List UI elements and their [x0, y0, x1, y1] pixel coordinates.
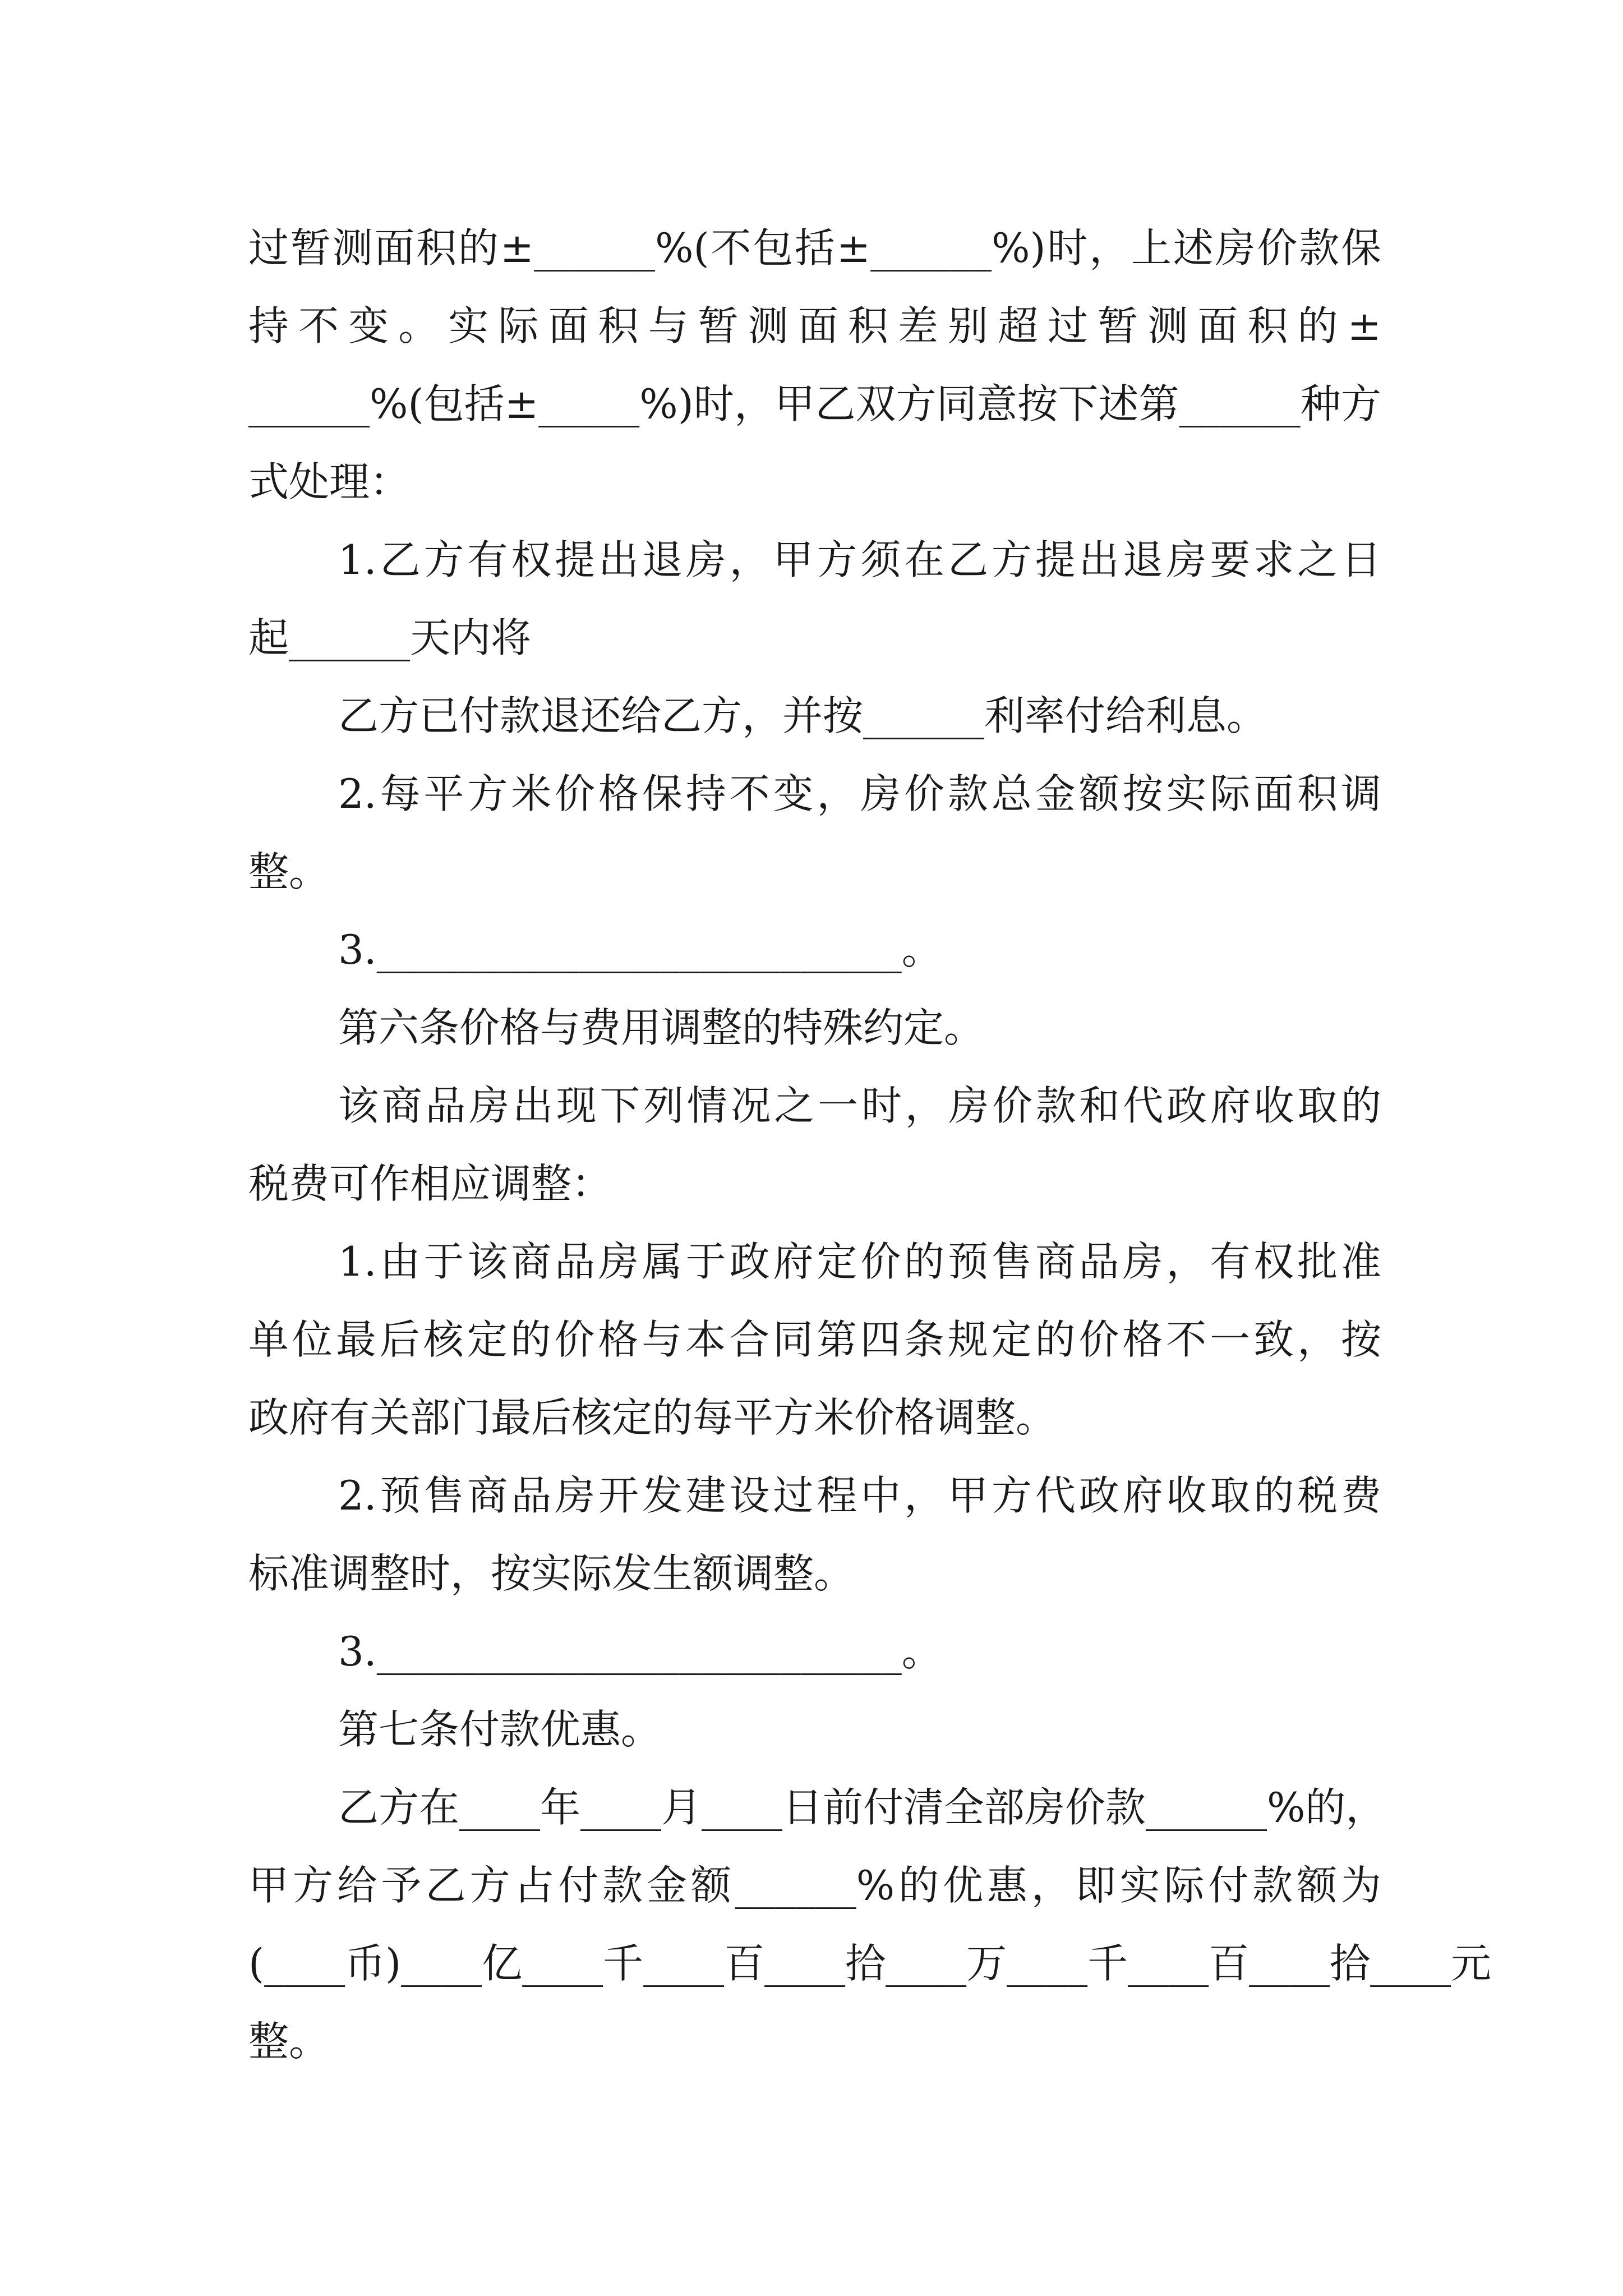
text-line: (____币)____亿____千____百____拾____万____千____百____拾____元: [248, 1940, 1492, 1987]
text-line: 2.每平方米价格保持不变，房价款总金额按实际面积调: [338, 770, 1381, 817]
text-line: 单位最后核定的价格与本合同第四条规定的价格不一致，按: [248, 1316, 1381, 1363]
text-line: 持不变。实际面积与暂测面积差别超过暂测面积的±: [248, 302, 1381, 349]
text-line: 1.由于该商品房属于政府定价的预售商品房，有权批准: [338, 1238, 1381, 1285]
text-line: 乙方在____年____月____日前付清全部房价款______%的，: [338, 1784, 1386, 1831]
text-line: 该商品房出现下列情况之一时，房价款和代政府收取的: [338, 1082, 1381, 1129]
text-line: 3.__________________________。: [338, 1628, 942, 1675]
text-line: 式处理：: [248, 458, 411, 505]
text-line: 乙方已付款退还给乙方，并按______利率付给利息。: [338, 692, 1267, 739]
text-line: ______%(包括±_____%)时，甲乙双方同意按下述第______种方: [248, 380, 1381, 427]
document-page: [248, 209, 1492, 2081]
text-line: 标准调整时，按实际发生额调整。: [248, 1550, 855, 1597]
text-line: 过暂测面积的±______%(不包括±______%)时，上述房价款保: [248, 224, 1381, 272]
section-heading: 第七条付款优惠。: [338, 1706, 662, 1753]
section-heading: 第六条价格与费用调整的特殊约定。: [338, 1004, 985, 1051]
text-line: 整。: [248, 2018, 330, 2065]
text-line: 起______天内将: [248, 614, 532, 661]
text-line: 1.乙方有权提出退房，甲方须在乙方提出退房要求之日: [338, 536, 1381, 583]
text-line: 整。: [248, 848, 330, 895]
text-line: 甲方给予乙方占付款金额______%的优惠，即实际付款额为: [248, 1862, 1381, 1909]
text-line: 3.__________________________。: [338, 926, 942, 973]
text-line: 政府有关部门最后核定的每平方米价格调整。: [248, 1394, 1057, 1441]
text-line: 税费可作相应调整：: [248, 1160, 612, 1207]
text-line: 2.预售商品房开发建设过程中，甲方代政府收取的税费: [338, 1472, 1381, 1519]
